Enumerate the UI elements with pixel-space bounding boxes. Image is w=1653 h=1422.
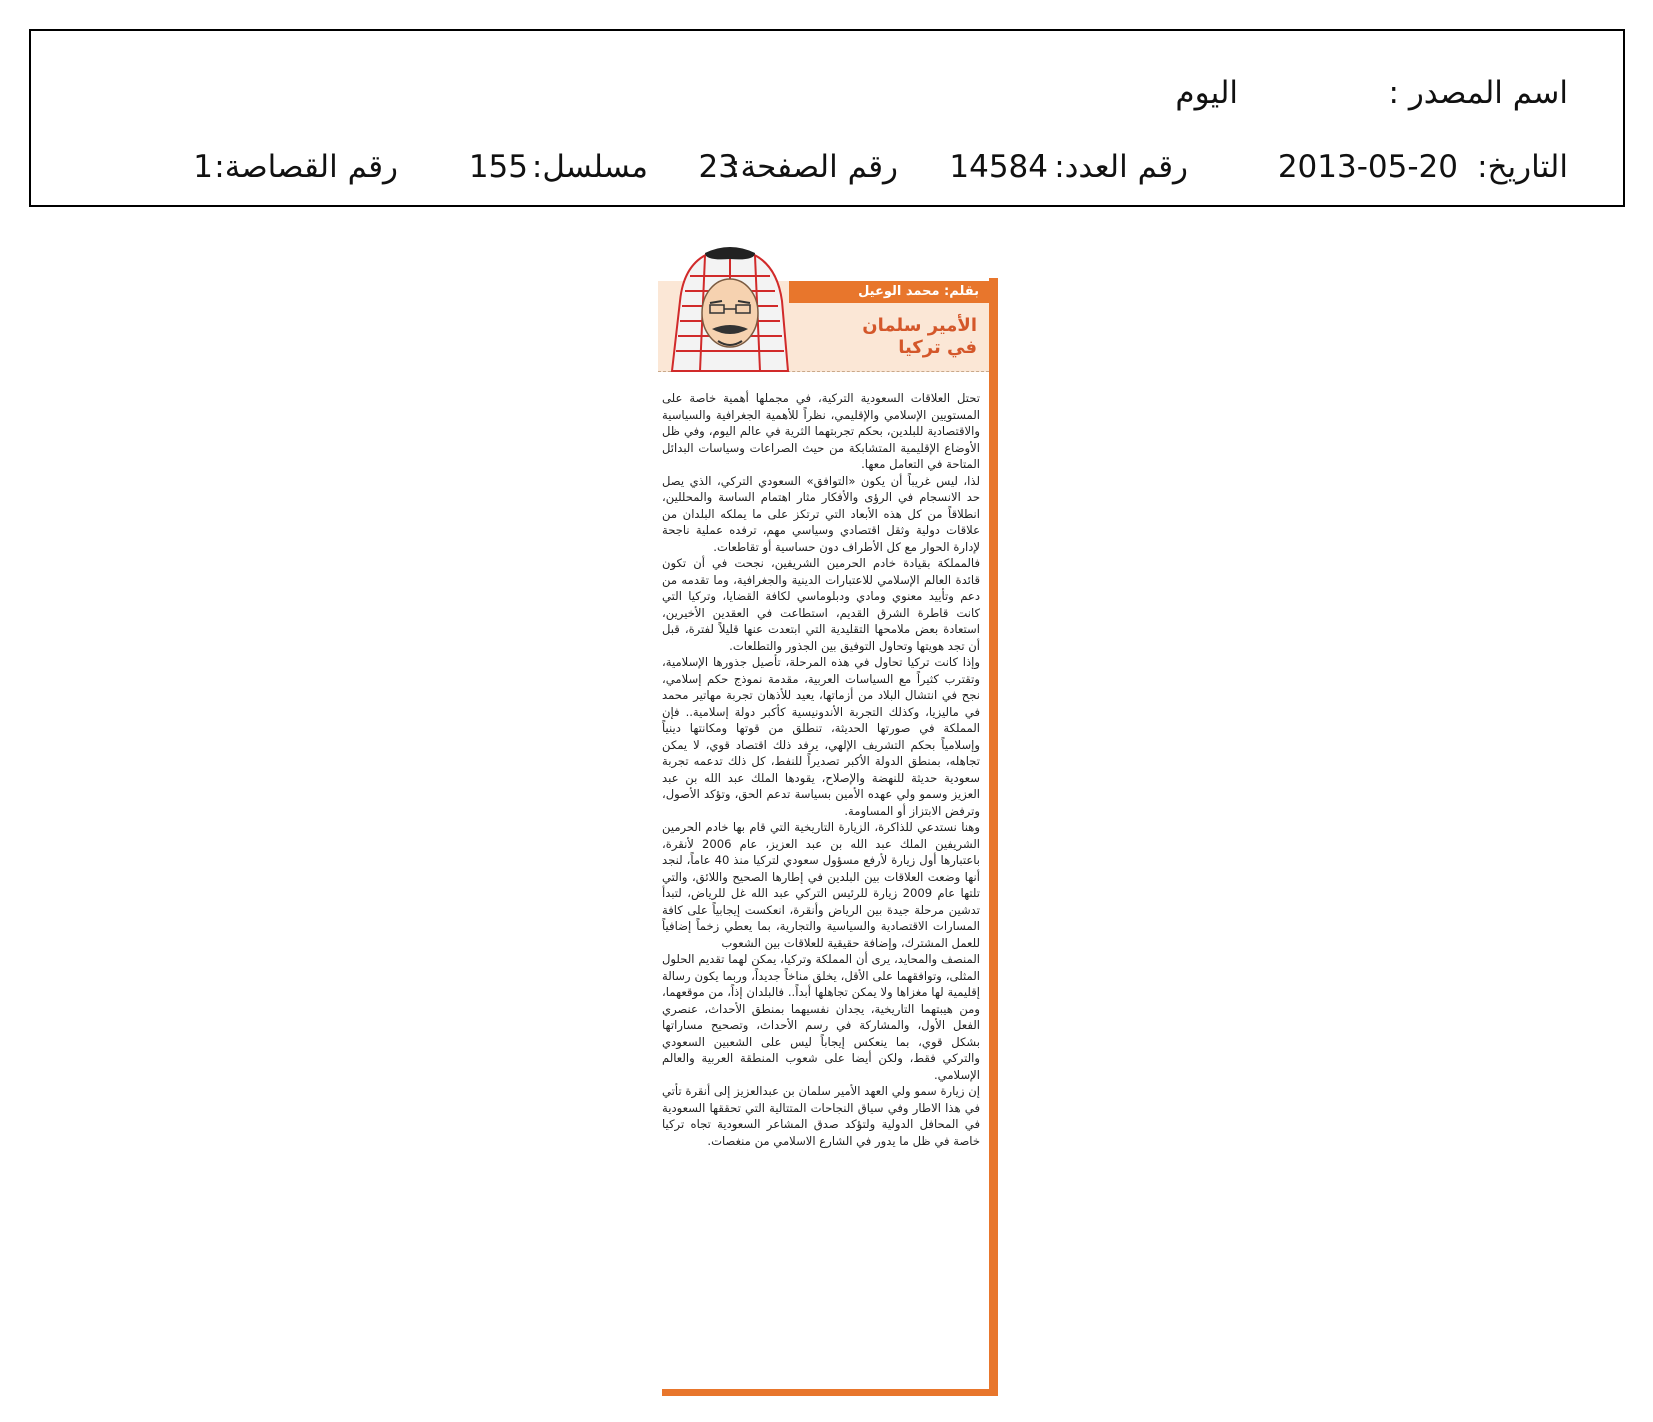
paragraph: لذا، ليس غريباً أن يكون «التوافق» السعودي التركي، الذي يصل حد الانسجام في الرؤى والأفكار مثار اهتمام الساسة والمحللين، انطلاقاً من كل هذه الأبعاد التي ترتكز على ما يملكه البلدان من علاقات دولية وثقل اقتصادي وسياسي مهم، ترفده عملية ناجحة لإدارة الحوار مع كل الأطراف دون حساسية أو تقاطعات. <box>662 473 980 554</box>
paragraph: إن زيارة سمو ولي العهد الأمير سلمان بن عبدالعزيز إلى أنقرة تأتي في هذا الاطار وفي سياق النجاحات المتتالية التي تحققها السعودية في المحافل الدولية ولتؤكد صدق المشاعر السعودية تجاه تركيا خاصة في ظل ما يدور في الشارع الاسلامي من منغصات. <box>662 1084 980 1148</box>
source-label: اسم المصدر : <box>1388 75 1568 111</box>
article-header <box>658 281 989 372</box>
issue-value: 14584 <box>949 149 1048 185</box>
date-value: 2013-05-20 <box>1277 149 1458 185</box>
article-body <box>662 390 980 1149</box>
byline: بقلم: محمد الوعيل <box>789 281 989 303</box>
paragraph: المنصف والمحايد، يرى أن المملكة وتركيا، يمكن لهما تقديم الحلول المثلى، وتوافقهما على الأقل، يخلق مناخاً جديداً، وربما يكون رسالة إقليمية لها مغزاها ولا يمكن تجاهلها أبداً.. فالبلدان إذاً، من موقعهما، ومن هيبتهما التاريخية، يجدان نفسيهما بمنطق الأحداث، عنصري الفعل الأول، والمشاركة في رسم الأحداث، وتصحيح مساراتها بشكل قوي، بما ينعكس إيجاباً ليس على الشعبين السعودي والتركي فقط، ولكن أيضا على شعوب المنطقة العربية والعالم الإسلامي. <box>662 952 980 1082</box>
orange-border-bottom <box>662 1389 998 1396</box>
serial-label: مسلسل: <box>531 149 648 185</box>
clip-number-value: 1 <box>193 149 213 185</box>
date-label: التاريخ: <box>1477 149 1568 185</box>
details-row <box>31 149 1623 199</box>
clip-number-label: رقم القصاصة: <box>214 149 398 185</box>
orange-border-right <box>989 278 998 1396</box>
source-value: اليوم <box>1175 75 1238 111</box>
article-title-line-2: في تركيا <box>898 337 977 358</box>
serial-value: 155 <box>468 149 528 185</box>
paragraph: وهنا نستدعي للذاكرة، الزيارة التاريخية التي قام بها خادم الحرمين الشريفين الملك عبد الله بن عبد العزيز، عام 2006 لأنقرة، باعتبارها أول زيارة لأرفع مسؤول سعودي لتركيا منذ 40 عاماً، لنجد أنها وضعت العلاقات بين البلدين في إطارها الصحيح واللائق، والتي تلتها عام 2009 زيارة للرئيس التركي عبد الله غل للرياض، لتبدأ تدشين مرحلة جيدة بين الرياض وأنقرة، انعكست إيجابياً على كافة المسارات الاقتصادية والسياسية والتجارية، بما يعطي زخماً إضافياً للعمل المشترك، وإضافة حقيقية للعلاقات بين الشعوب <box>662 820 980 950</box>
author-portrait-illustration <box>660 241 800 373</box>
source-row <box>31 75 1623 125</box>
issue-label: رقم العدد: <box>1054 149 1188 185</box>
newspaper-clipping <box>658 278 998 1396</box>
clipping-metadata-box <box>29 29 1625 207</box>
page-value: 23 <box>698 149 738 185</box>
article-title-line-1: الأمير سلمان <box>862 315 977 336</box>
paragraph: تحتل العلاقات السعودية التركية، في مجملها أهمية خاصة على المستويين الإسلامي والإقليمي، نظراً للأهمية الجغرافية والسياسية والاقتصادية للبلدين، بحكم تجربتهما الثرية في عالم اليوم، وفي ظل الأوضاع الإقليمية المتشابكة من حيث الصراعات وسياسات البدائل المتاحة في التعامل معها. <box>662 391 980 471</box>
article-title <box>787 315 977 359</box>
paragraph: وإذا كانت تركيا تحاول في هذه المرحلة، تأصيل جذورها الإسلامية، وتقترب كثيراً مع السياسات العربية، مقدمة نموذج حكم إسلامي، نجح في انتشال البلاد من أزماتها، يعيد للأذهان تجربة مهاتير محمد في ماليزيا، وكذلك التجربة الأندونيسية كأكبر دولة إسلامية.. فإن المملكة في صورتها الحديثة، تنطلق من قوتها ومكانتها دينياً وإسلامياً بحكم التشريف الإلهي، يرفد ذلك اقتصاد قوي، لا يمكن تجاهله، بمنطق الدولة الأكبر تصديراً للنفط، كل ذلك تدعمه تجربة سعودية حديثة للنهضة والإصلاح، يقودها الملك عبد الله بن عبد العزيز وسمو ولي عهده الأمين بسياسة تدعم الحق، وتؤكد الأصول، وترفض الابتزاز أو المساومة. <box>662 655 980 818</box>
page-label: رقم الصفحة: <box>730 149 898 185</box>
paragraph: فالمملكة بقيادة خادم الحرمين الشريفين، نجحت في أن تكون قائدة العالم الإسلامي للاعتبارات الدينية والجغرافية، وما تقدمه من دعم وتأييد معنوي ومادي ودبلوماسي لكافة القضايا، وتركيا التي كانت قاطرة الشرق القديم، استطاعت في العقدين الأخيرين، استعادة بعض ملامحها التقليدية التي ابتعدت عنها قليلاً لفترة، قبل أن تجد هويتها وتحاول التوفيق بين الجذور والتطلعات. <box>662 556 980 653</box>
